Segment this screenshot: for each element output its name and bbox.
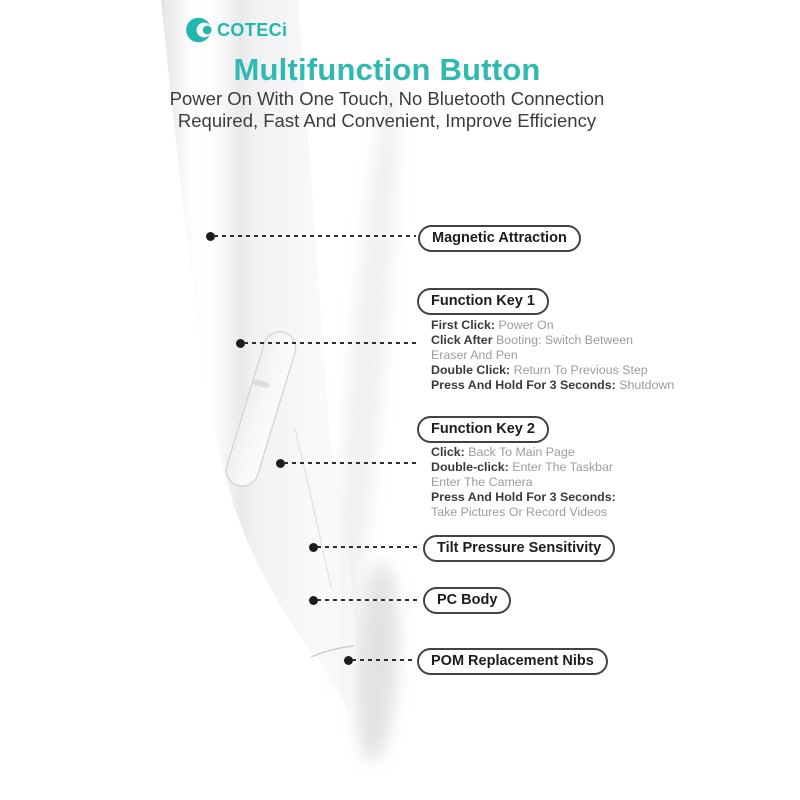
callout-pill-function-key-2: Function Key 2	[417, 416, 549, 443]
callout-line-pom-nibs	[352, 659, 415, 661]
detail-line: Click After Booting: Switch Between	[431, 333, 634, 348]
subtitle-line-2: Required, Fast And Convenient, Improve Efficiency	[177, 109, 597, 131]
page-title: Multifunction Button	[233, 52, 541, 87]
callout-line-function-key-2	[284, 462, 418, 464]
detail-line: Double-click: Enter The Taskbar	[431, 460, 614, 475]
callout-pill-magnetic-attraction: Magnetic Attraction	[418, 225, 581, 252]
brand-logo	[186, 17, 287, 43]
callout-pill-function-key-1: Function Key 1	[417, 288, 549, 315]
callout-line-pc-body	[317, 599, 421, 601]
callout-line-tilt-pressure	[317, 546, 421, 548]
callout-line-function-key-1	[244, 342, 420, 344]
page-subtitle	[0, 88, 774, 131]
detail-line: Take Pictures Or Record Videos	[431, 505, 608, 520]
detail-line: Eraser And Pen	[431, 348, 518, 363]
detail-line: Double Click: Return To Previous Step	[431, 363, 648, 378]
function-key-2-details	[431, 445, 671, 520]
callout-pill-pom-nibs: POM Replacement Nibs	[417, 648, 608, 675]
callout-line-magnetic-attraction	[214, 235, 416, 237]
detail-line: Press And Hold For 3 Seconds:	[431, 490, 616, 505]
detail-line: Click: Back To Main Page	[431, 445, 575, 459]
subtitle-line-1: Power On With One Touch, No Bluetooth Connection	[169, 88, 605, 109]
callout-pill-tilt-pressure: Tilt Pressure Sensitivity	[423, 535, 615, 562]
brand-name: COTECi	[217, 19, 288, 40]
detail-line: Press And Hold For 3 Seconds: Shutdown	[431, 378, 675, 393]
detail-line: Enter The Camera	[431, 475, 533, 490]
coteci-logo-icon	[186, 17, 212, 43]
function-key-1-details	[431, 318, 675, 393]
detail-line: First Click: Power On	[431, 318, 554, 332]
callout-pill-pc-body: PC Body	[423, 587, 511, 614]
